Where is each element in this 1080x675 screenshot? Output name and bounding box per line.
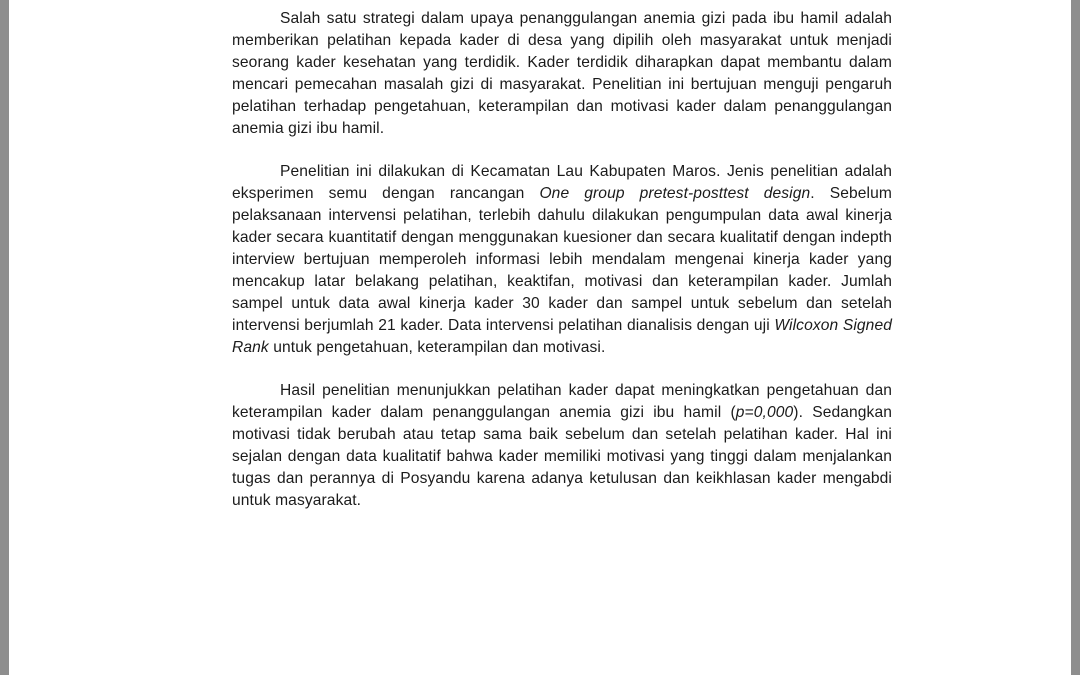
paragraph-1: [232, 8, 892, 139]
paragraph-2-text-c: untuk pengetahuan, keterampilan dan motivasi.: [268, 338, 606, 356]
left-border: [0, 0, 9, 675]
design-name: One group pretest-posttest design: [539, 185, 811, 203]
right-border: [1071, 0, 1080, 675]
paragraph-2-text-a: Penelitian ini dilakukan di Kecamatan Lau Kabupaten Maros. Jenis penelitian adalah eksperimen semu dengan rancangan: [232, 163, 892, 203]
abstract-text: [232, 8, 892, 512]
paragraph-2: [232, 161, 892, 358]
p-value: p=0,000: [735, 404, 794, 422]
test-name: Wilcoxon Signed Rank: [232, 316, 893, 356]
paragraph-1-text: Salah satu strategi dalam upaya penanggulangan anemia gizi pada ibu hamil adalah memberikan pelatihan kepada kader di desa yang dipilih oleh masyarakat untuk menjadi seorang kader kesehatan yang terdidik. Kader terdidik diharapkan dapat membantu dalam mencari pemecahan masalah gizi di masyarakat. Penelitian ini bertujuan menguji pengaruh pelatihan terhadap pengetahuan, keterampilan dan motivasi kader dalam penanggulangan anemia gizi ibu hamil.: [232, 10, 892, 137]
paragraph-2-text-b: . Sebelum pelaksanaan intervensi pelatihan, terlebih dahulu dilakukan pengumpulan data awal kinerja kader secara kuantitatif dengan menggunakan kuesioner dan secara kualitatif dengan indepth interview bertujuan memperoleh informasi lebih mendalam mengenai kinerja kader yang mencakup latar belakang pelatihan, keaktifan, motivasi dan keterampilan kader. Jumlah sampel untuk data awal kinerja kader 30 kader dan sampel untuk sebelum dan setelah intervensi berjumlah 21 kader. Data intervensi pelatihan dianalisis dengan uji: [232, 185, 892, 334]
paragraph-3-text-a: Hasil penelitian menunjukkan pelatihan kader dapat meningkatkan pengetahuan dan keterampilan kader dalam penanggulangan anemia gizi ibu hamil (: [232, 382, 892, 422]
paragraph-3: [232, 380, 892, 511]
paragraph-3-text-b: ). Sedangkan motivasi tidak berubah atau tetap sama baik sebelum dan setelah pelatihan kader. Hal ini sejalan dengan data kualitatif bahwa kader memiliki motivasi yang tinggi dalam menjalankan tugas dan perannya di Posyandu karena adanya ketulusan dan keikhlasan kader mengabdi untuk masyarakat.: [232, 404, 892, 509]
